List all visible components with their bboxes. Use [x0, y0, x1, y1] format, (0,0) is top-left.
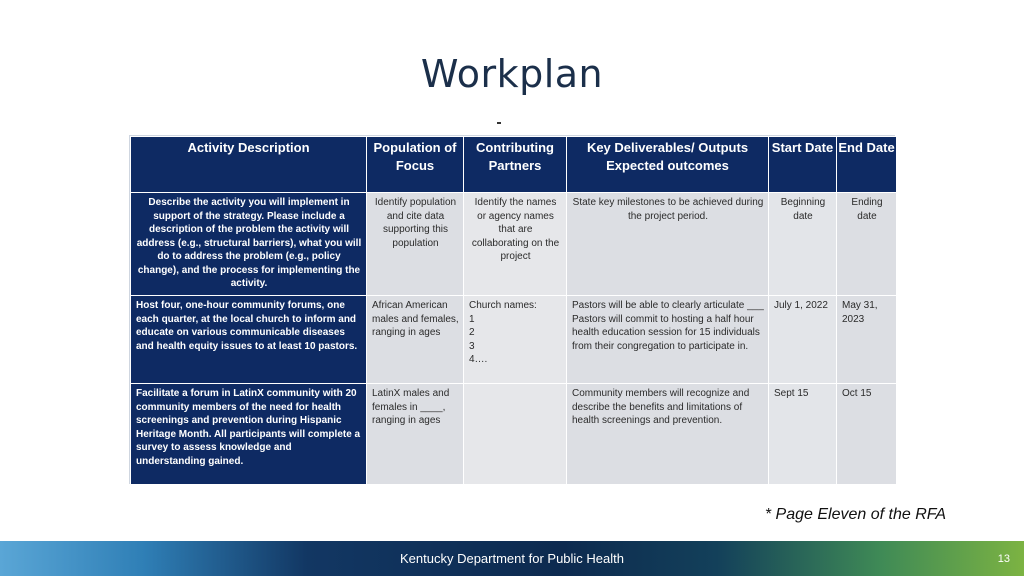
table-cell: Pastors will be able to clearly articulate ___ Pastors will commit to hosting a half hour health education session for 15 individuals from their congregation to participate in.	[572, 300, 764, 352]
table-row	[131, 296, 897, 384]
table-cell: Beginning date	[780, 197, 826, 222]
table-cell: Host four, one-hour community forums, one each quarter, at the local church to inform and educate on various communicable diseases and health equity issues to at least 10 pastors.	[136, 300, 358, 352]
table-cell: May 31, 2023	[842, 300, 878, 325]
header-key-deliverables: Key Deliverables/ Outputs Expected outcomes	[567, 137, 769, 193]
table-cell: Facilitate a forum in LatinX community with 20 community members of the need for health screenings and prevention during Hispanic Heritage Month. All participants will complete a survey to assess knowledge and understanding gained.	[136, 388, 361, 467]
table-cell: Describe the activity you will implement in support of the strategy. Please include a description of the problem the activity will address (e.g., structural barriers), what you will do to address the problem (e.g., policy change), and the process for implementing the activity.	[136, 197, 362, 289]
table-cell: Oct 15	[842, 388, 872, 399]
table-cell: Community members will recognize and describe the benefits and limitations of health screenings and prevention.	[572, 388, 750, 426]
decorative-dash	[497, 122, 501, 124]
header-start-date: Start Date	[769, 137, 837, 193]
header-end-date: End Date	[837, 137, 897, 193]
table-row	[131, 193, 897, 296]
footer-org-name: Kentucky Department for Public Health	[400, 551, 624, 566]
table-row	[131, 384, 897, 485]
table-cell: State key milestones to be achieved during the project period.	[572, 197, 764, 222]
table-cell: LatinX males and females in ____, ranging in ages	[372, 388, 450, 426]
table-cell: Sept 15	[774, 388, 809, 399]
footer-bar	[0, 541, 1024, 576]
rfa-page-note: * Page Eleven of the RFA	[764, 506, 946, 523]
table-cell	[464, 384, 566, 387]
table-cell: Identify the names or agency names that are collaborating on the project	[471, 197, 560, 262]
table-cell: African American males and females, ranging in ages	[372, 300, 459, 338]
table-header-row	[131, 137, 897, 193]
workplan-table	[129, 135, 895, 484]
table-cell: Church names: 1 2 3 4….	[469, 300, 537, 365]
table-cell: Identify population and cite data supporting this population	[374, 197, 457, 249]
header-contributing-partners: Contributing Partners	[464, 137, 567, 193]
table-cell: July 1, 2022	[774, 300, 828, 311]
page-number: 13	[997, 553, 1010, 565]
slide-title: Workplan	[420, 52, 604, 96]
header-population-of-focus: Population of Focus	[367, 137, 464, 193]
table-cell: Ending date	[851, 197, 883, 222]
header-activity-description: Activity Description	[131, 137, 367, 193]
